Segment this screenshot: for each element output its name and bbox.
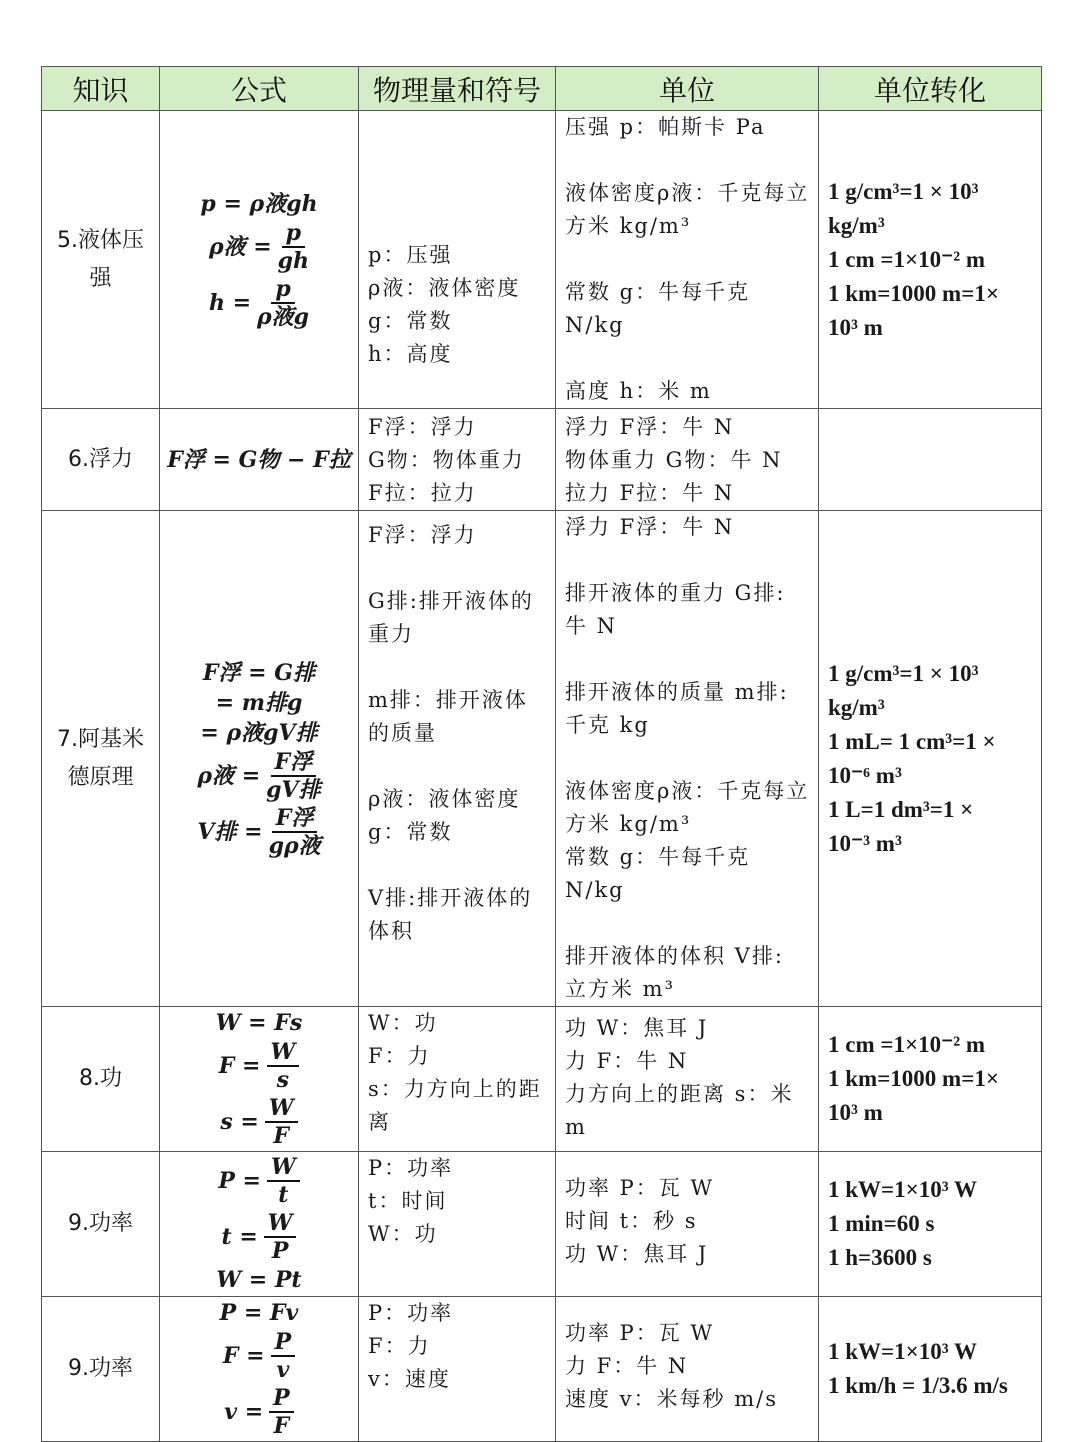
unit-line: 功 W：焦耳 J bbox=[565, 1016, 709, 1040]
fraction-numerator: W bbox=[264, 1210, 297, 1238]
unit-line: 方米 kg/m³ bbox=[565, 812, 692, 836]
conversion-line: 10⁻⁶ m³ bbox=[828, 762, 902, 788]
knowledge-text: 7.阿基米 bbox=[57, 726, 144, 752]
header-units: 单位 bbox=[556, 67, 819, 111]
conversion-line: 1 g/cm³=1 × 10³ bbox=[828, 178, 979, 204]
formula-lhs: P = Fv bbox=[219, 1300, 299, 1326]
quantity-line bbox=[368, 173, 555, 206]
formula-line bbox=[160, 1329, 358, 1383]
fraction-numerator: W bbox=[267, 1154, 300, 1182]
formula-line bbox=[160, 276, 358, 330]
formula-lhs: W = Pt bbox=[216, 1267, 302, 1293]
formula-line bbox=[160, 1266, 358, 1294]
conversion-cell bbox=[819, 1152, 1042, 1297]
conversion-line: 1 min=60 s bbox=[828, 1211, 935, 1236]
table-row bbox=[42, 1297, 1042, 1442]
unit-line: 功率 P：瓦 W bbox=[565, 1321, 715, 1345]
quantity-line: ρ液：液体密度 bbox=[368, 787, 521, 811]
fraction bbox=[267, 1039, 300, 1093]
knowledge-text: 德原理 bbox=[67, 764, 134, 790]
fraction bbox=[264, 1210, 297, 1264]
conversion-line: 1 cm =1×10⁻² m bbox=[828, 1032, 986, 1057]
fraction bbox=[267, 1154, 300, 1208]
conversion-line: 10⁻³ m³ bbox=[828, 830, 902, 856]
formula-line bbox=[160, 805, 358, 859]
unit-line: 常数 g：牛每千克 N/kg bbox=[565, 845, 759, 902]
formula-lhs: F浮 = G排 bbox=[202, 659, 316, 686]
quantity-line: g：常数 bbox=[368, 820, 453, 844]
quantity-line: G排:排开液体的 bbox=[368, 589, 534, 613]
conversion-line: 1 cm =1×10⁻² m bbox=[828, 246, 986, 272]
knowledge-text: 9.功率 bbox=[68, 1356, 133, 1381]
unit-line bbox=[565, 742, 818, 775]
conversion-line: kg/m³ bbox=[828, 212, 885, 238]
quantity-line: 体积 bbox=[368, 919, 414, 943]
quantity-cell bbox=[359, 1007, 556, 1152]
quantity-line: F：力 bbox=[368, 1334, 431, 1358]
unit-line: 拉力 F拉：牛 N bbox=[565, 481, 735, 505]
fraction-numerator: P bbox=[271, 1329, 296, 1357]
table-row bbox=[42, 1007, 1042, 1152]
quantity-line: G物：物体重力 bbox=[368, 448, 525, 472]
unit-line: 排开液体的重力 G排: bbox=[565, 581, 786, 605]
fraction-denominator: F bbox=[273, 1123, 290, 1149]
quantity-line: P：功率 bbox=[368, 1156, 454, 1180]
unit-line: 力 F：牛 N bbox=[565, 1049, 689, 1073]
unit-cell bbox=[556, 1152, 819, 1297]
formula-lhs: t = bbox=[221, 1224, 258, 1250]
quantity-line: g：常数 bbox=[368, 309, 453, 333]
unit-line: 压强 p：帕斯卡 Pa bbox=[565, 115, 766, 139]
formula-cell bbox=[160, 1152, 359, 1297]
unit-line: 牛 N bbox=[565, 614, 618, 638]
unit-line bbox=[565, 342, 818, 375]
unit-line bbox=[565, 643, 818, 676]
header-conversion: 单位转化 bbox=[819, 67, 1042, 111]
unit-cell bbox=[556, 111, 819, 409]
unit-line: 方米 kg/m³ bbox=[565, 214, 692, 238]
conversion-cell bbox=[819, 1007, 1042, 1152]
formula-lhs: s = bbox=[220, 1109, 259, 1135]
fraction bbox=[257, 276, 309, 330]
fraction-numerator: F浮 bbox=[271, 749, 317, 777]
unit-line: 浮力 F浮：牛 N bbox=[565, 415, 735, 439]
unit-line: 力方向上的距离 s：米 bbox=[565, 1082, 794, 1106]
formula-line bbox=[160, 190, 358, 218]
conversion-line: 1 km/h = 1/3.6 m/s bbox=[828, 1373, 1008, 1398]
formula-line bbox=[160, 220, 358, 274]
physics-formula-table bbox=[41, 66, 1042, 1442]
formula-lhs: v = bbox=[224, 1399, 264, 1425]
formula-cell bbox=[160, 1297, 359, 1442]
fraction-denominator: gV排 bbox=[266, 776, 321, 803]
fraction bbox=[278, 220, 309, 274]
quantity-line: 的质量 bbox=[368, 721, 437, 745]
quantity-line: 重力 bbox=[368, 622, 414, 646]
quantity-cell bbox=[359, 409, 556, 511]
unit-line: 液体密度ρ液：千克每立 bbox=[565, 779, 810, 803]
formula-cell bbox=[160, 111, 359, 409]
unit-cell bbox=[556, 1007, 819, 1152]
fraction-denominator: P bbox=[271, 1238, 289, 1264]
quantity-line: ρ液：液体密度 bbox=[368, 276, 521, 300]
unit-line: 浮力 F浮：牛 N bbox=[565, 515, 735, 539]
quantity-line: V排:排开液体的 bbox=[368, 886, 533, 910]
fraction-numerator: F浮 bbox=[272, 805, 318, 833]
formula-lhs: = ρ液gV排 bbox=[200, 719, 318, 746]
quantity-line: t：时间 bbox=[368, 1189, 448, 1213]
unit-line: 千克 kg bbox=[565, 713, 650, 737]
formula-line bbox=[160, 1385, 358, 1439]
conversion-line: 1 km=1000 m=1× bbox=[828, 280, 999, 306]
formula-lhs: F = bbox=[222, 1343, 265, 1369]
quantity-line: s：力方向上的距 bbox=[368, 1077, 542, 1101]
fraction-denominator: F bbox=[273, 1413, 290, 1439]
quantity-cell bbox=[359, 511, 556, 1007]
conversion-line: 1 kW=1×10³ W bbox=[828, 1339, 977, 1364]
unit-line: 排开液体的体积 V排: bbox=[565, 944, 784, 968]
fraction-numerator: W bbox=[267, 1039, 300, 1067]
quantity-line: 离 bbox=[368, 1110, 391, 1134]
conversion-line: 10³ m bbox=[828, 1100, 883, 1125]
quantity-cell bbox=[359, 1152, 556, 1297]
conversion-line: 1 L=1 dm³=1 × bbox=[828, 796, 974, 822]
formula-line bbox=[160, 749, 358, 803]
conversion-line: kg/m³ bbox=[828, 694, 885, 720]
quantity-cell bbox=[359, 1297, 556, 1442]
formula-line bbox=[160, 689, 358, 717]
knowledge-text: 6.浮力 bbox=[68, 446, 133, 472]
unit-line: 力 F：牛 N bbox=[565, 1354, 689, 1378]
quantity-line: v：速度 bbox=[368, 1367, 451, 1391]
knowledge-text: 5.液体压 bbox=[57, 227, 144, 253]
conversion-cell bbox=[819, 409, 1042, 511]
fraction-numerator: P bbox=[269, 1385, 294, 1413]
fraction bbox=[266, 749, 320, 803]
unit-line bbox=[565, 544, 818, 577]
formula-lhs: W = Fs bbox=[215, 1010, 303, 1036]
quantity-cell bbox=[359, 111, 556, 409]
conversion-line: 1 g/cm³=1 × 10³ bbox=[828, 660, 979, 686]
formula-line bbox=[160, 1095, 358, 1149]
formula-cell bbox=[160, 409, 359, 511]
unit-line: 物体重力 G物：牛 N bbox=[565, 448, 783, 472]
header-formula: 公式 bbox=[160, 67, 359, 111]
formula-line bbox=[160, 719, 358, 747]
table-row bbox=[42, 409, 1042, 511]
formula-cell bbox=[160, 511, 359, 1007]
fraction-numerator: W bbox=[265, 1095, 298, 1123]
unit-line bbox=[565, 243, 818, 276]
knowledge-text: 8.功 bbox=[79, 1066, 122, 1091]
formula-lhs: h = bbox=[208, 289, 252, 316]
unit-line bbox=[565, 907, 818, 940]
knowledge-cell bbox=[42, 1007, 160, 1152]
fraction bbox=[269, 805, 321, 859]
unit-line: 立方米 m³ bbox=[565, 977, 676, 1001]
formula-line bbox=[160, 1299, 358, 1327]
unit-line: 功率 P：瓦 W bbox=[565, 1176, 715, 1200]
quantity-line: F浮：浮力 bbox=[368, 415, 477, 439]
fraction-numerator: p bbox=[271, 276, 294, 304]
unit-cell bbox=[556, 409, 819, 511]
formula-lhs: ρ液 = bbox=[197, 762, 261, 789]
fraction-denominator: ρ液g bbox=[257, 303, 310, 330]
formula-lhs: p = ρ液gh bbox=[200, 190, 318, 217]
quantity-line: p：压强 bbox=[368, 243, 453, 267]
conversion-line: 1 h=3600 s bbox=[828, 1245, 932, 1270]
conversion-line: 1 kW=1×10³ W bbox=[828, 1177, 977, 1202]
unit-line: 功 W：焦耳 J bbox=[565, 1242, 709, 1266]
formula-lhs: F = bbox=[218, 1053, 261, 1079]
knowledge-cell bbox=[42, 111, 160, 409]
formula-lhs: = m排g bbox=[215, 689, 303, 716]
knowledge-cell bbox=[42, 1152, 160, 1297]
knowledge-cell bbox=[42, 511, 160, 1007]
formula-lhs: ρ液 = bbox=[208, 233, 272, 260]
unit-line: 液体密度ρ液：千克每立 bbox=[565, 181, 810, 205]
conversion-cell bbox=[819, 511, 1042, 1007]
formula-line bbox=[160, 1039, 358, 1093]
conversion-line: 10³ m bbox=[828, 314, 883, 340]
conversion-cell bbox=[819, 1297, 1042, 1442]
unit-cell bbox=[556, 1297, 819, 1442]
conversion-line: 1 mL= 1 cm³=1 × bbox=[828, 728, 996, 754]
table-row bbox=[42, 1152, 1042, 1297]
unit-line: 高度 h：米 m bbox=[565, 379, 712, 403]
quantity-line: h：高度 bbox=[368, 342, 453, 366]
fraction bbox=[269, 1385, 294, 1439]
formula-lhs: P = bbox=[218, 1168, 261, 1194]
header-row bbox=[42, 67, 1042, 111]
unit-line: m bbox=[565, 1115, 587, 1139]
unit-line: 排开液体的质量 m排: bbox=[565, 680, 789, 704]
quantity-line: W：功 bbox=[368, 1011, 438, 1035]
fraction-numerator: p bbox=[282, 220, 305, 248]
quantity-line bbox=[368, 206, 555, 239]
quantity-line: P：功率 bbox=[368, 1301, 454, 1325]
fraction-denominator: v bbox=[276, 1357, 290, 1383]
quantity-line: F浮：浮力 bbox=[368, 523, 477, 547]
knowledge-text: 9.功率 bbox=[68, 1211, 133, 1236]
quantity-line bbox=[368, 750, 555, 783]
formula-line bbox=[160, 1210, 358, 1264]
fraction-denominator: s bbox=[276, 1067, 290, 1093]
quantity-line: W：功 bbox=[368, 1222, 438, 1246]
header-quantities: 物理量和符号 bbox=[359, 67, 556, 111]
fraction-denominator: gh bbox=[277, 247, 310, 274]
unit-line: 速度 v：米每秒 m/s bbox=[565, 1387, 778, 1411]
quantity-line bbox=[368, 552, 555, 585]
quantity-line bbox=[368, 651, 555, 684]
unit-line: 常数 g：牛每千克 N/kg bbox=[565, 280, 759, 337]
formula-cell bbox=[160, 1007, 359, 1152]
fraction bbox=[271, 1329, 296, 1383]
knowledge-cell bbox=[42, 1297, 160, 1442]
unit-line bbox=[565, 144, 818, 177]
formula-line bbox=[160, 1009, 358, 1037]
fraction-denominator: t bbox=[278, 1182, 289, 1208]
quantity-line: F：力 bbox=[368, 1044, 431, 1068]
knowledge-text: 强 bbox=[89, 265, 112, 291]
fraction-denominator: gρ液 bbox=[268, 832, 321, 859]
formula-line bbox=[160, 659, 358, 687]
table-row bbox=[42, 511, 1042, 1007]
header-knowledge: 知识 bbox=[42, 67, 160, 111]
formula-lhs: V排 = bbox=[197, 818, 263, 845]
quantity-line: m排：排开液体 bbox=[368, 688, 528, 712]
formula-line bbox=[160, 446, 358, 474]
fraction bbox=[265, 1095, 298, 1149]
table-row bbox=[42, 111, 1042, 409]
unit-line: 时间 t：秒 s bbox=[565, 1209, 698, 1233]
quantity-line: F拉：拉力 bbox=[368, 481, 477, 505]
formula-lhs: F浮 = G物 − F拉 bbox=[167, 446, 351, 473]
conversion-line: 1 km=1000 m=1× bbox=[828, 1066, 999, 1091]
formula-line bbox=[160, 1154, 358, 1208]
quantity-line bbox=[368, 849, 555, 882]
knowledge-cell bbox=[42, 409, 160, 511]
conversion-cell bbox=[819, 111, 1042, 409]
unit-cell bbox=[556, 511, 819, 1007]
